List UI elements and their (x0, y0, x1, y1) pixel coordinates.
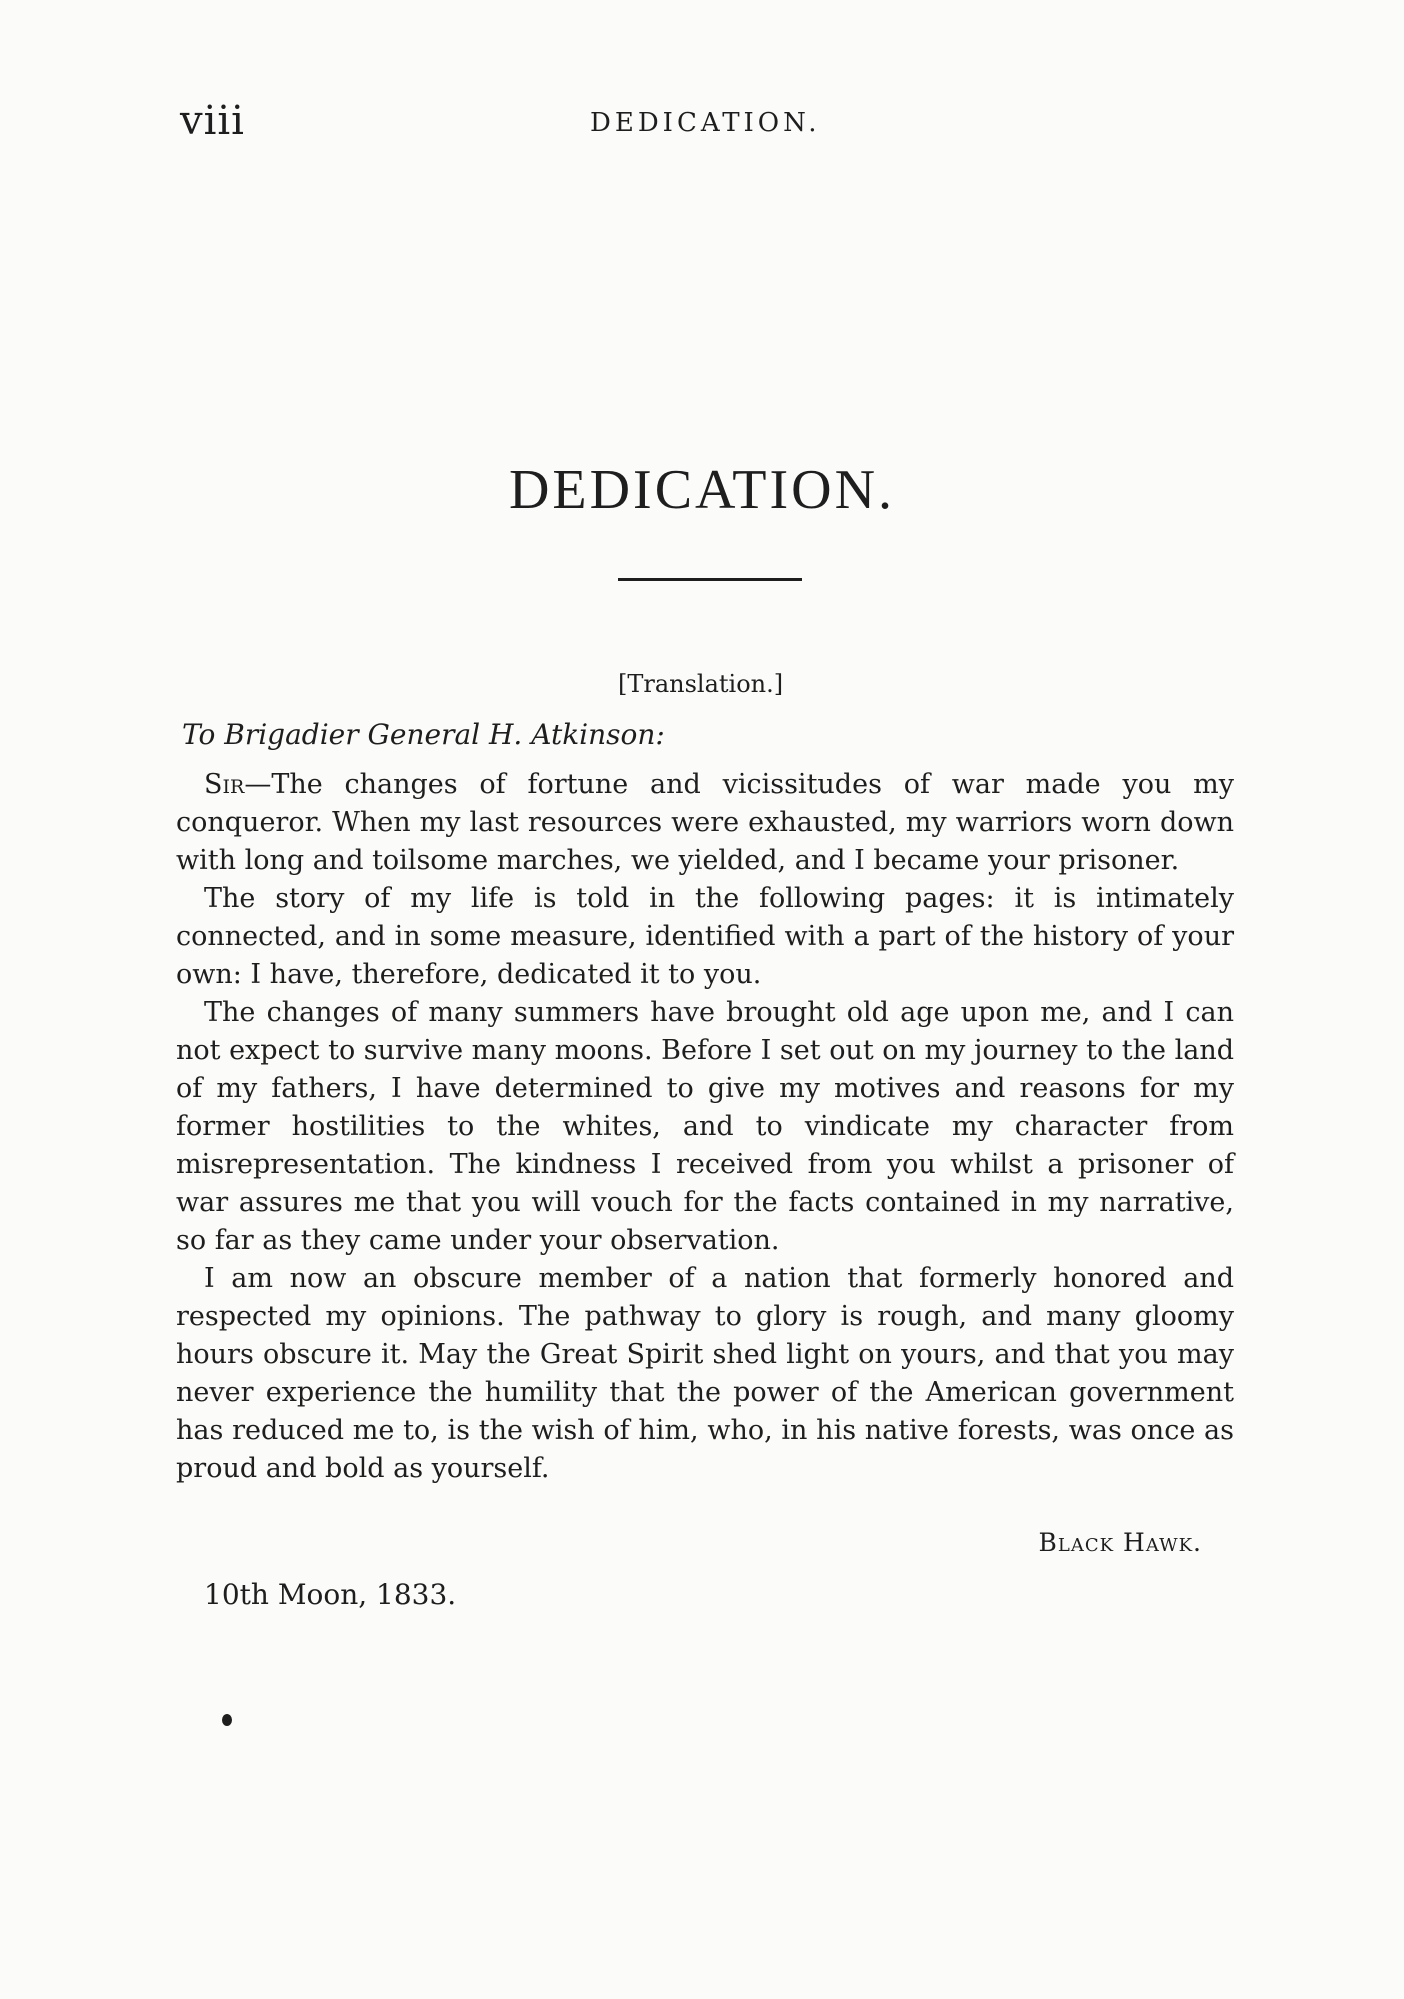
salutation: To Brigadier General H. Atkinson: (182, 718, 665, 751)
translation-note: [Translation.] (618, 670, 784, 698)
paragraph-1-lead: Sir (204, 769, 245, 800)
running-head: DEDICATION. (590, 108, 821, 138)
title-rule (618, 578, 802, 581)
dedication-body (176, 766, 1234, 1488)
paragraph-1 (176, 766, 1234, 880)
paragraph-4: I am now an obscure member of a nation that formerly honored and respected my opinions. The pathway to glory is rough, and many gloomy hours obscure it. May the Great Spirit shed light on yours, and that you may never experience the humility that the power of the American government has reduced me to, is the wish of him, who, in his native forests, was once as proud and bold as yourself. (176, 1263, 1234, 1484)
paragraph-3: The changes of many summers have brought old age upon me, and I can not expect to survive many moons. Before I set out on my journey to the land of my fathers, I have determined to give my motives and reasons for my former hostilities to the whites, and to vindicate my character from misrepresentation. The kindness I received from you whilst a prisoner of war assures me that you will vouch for the facts contained in my narrative, so far as they came under your observation. (176, 997, 1234, 1256)
page-title: DEDICATION. (508, 458, 896, 521)
signature: Black Hawk. (1038, 1528, 1202, 1557)
date-line: 10th Moon, 1833. (204, 1578, 457, 1611)
paragraph-2: The story of my life is told in the following pages: it is intimately connected, and in some measure, identified with a part of the history of your own: I have, therefore, dedicated it to you. (176, 883, 1234, 990)
ink-spot (222, 1714, 232, 1726)
paragraph-1-text: —The changes of fortune and vicissitudes of war made you my conqueror. When my last resources were exhausted, my warriors worn down with long and toilsome marches, we yielded, and I became your prisoner. (176, 769, 1234, 876)
page-number: viii (180, 98, 245, 144)
